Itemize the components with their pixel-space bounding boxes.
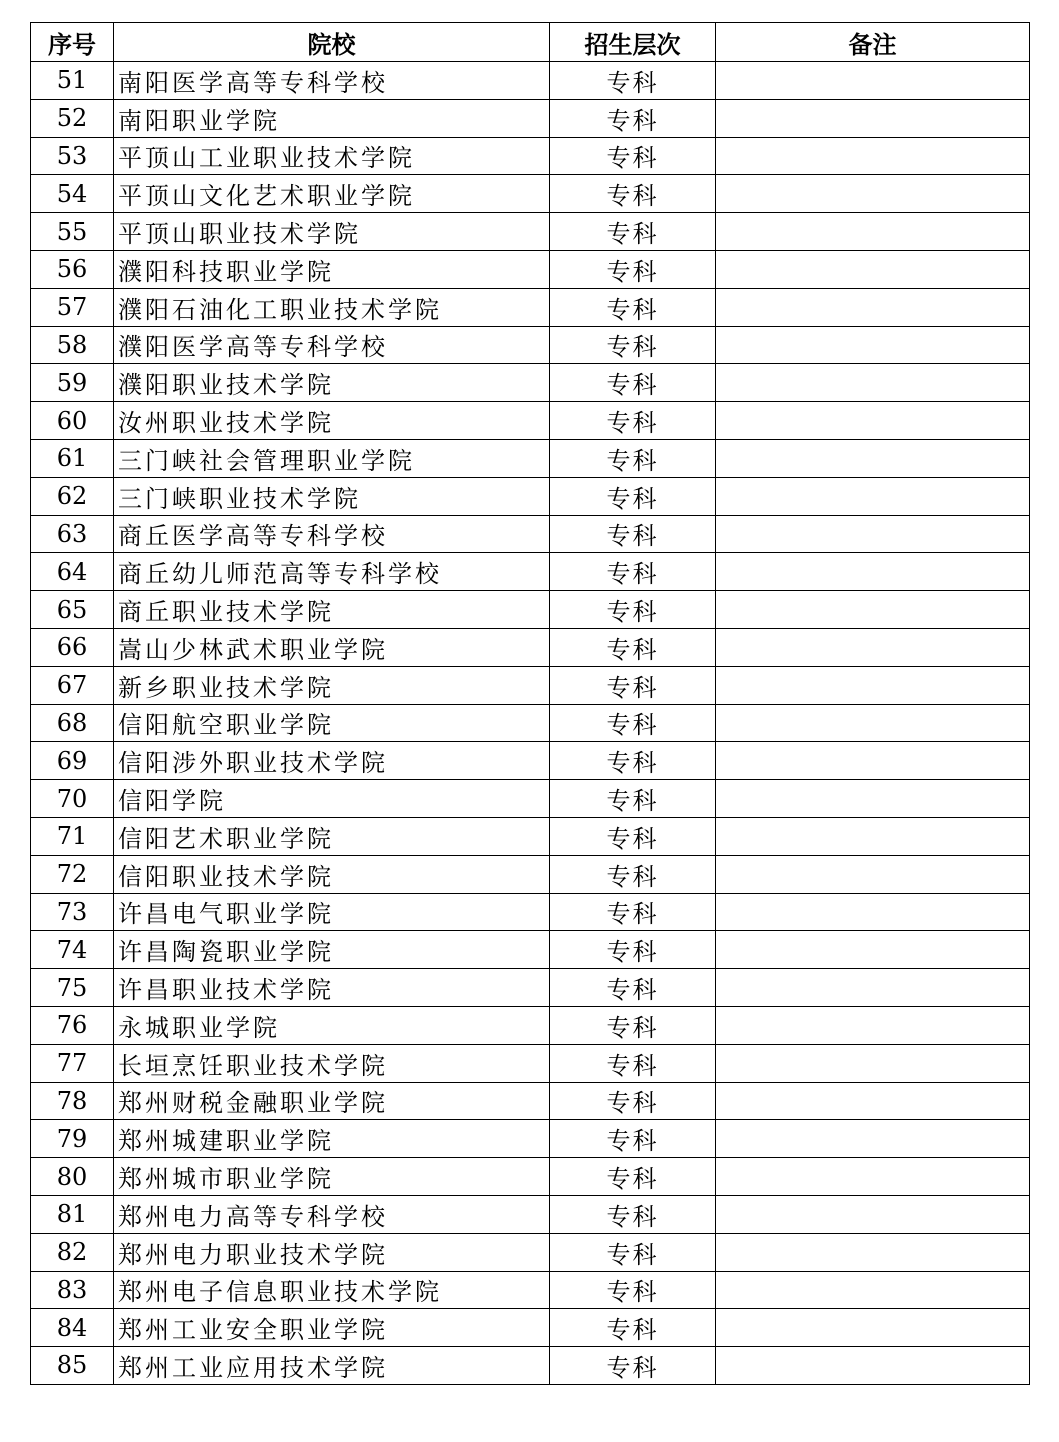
table-row — [31, 62, 1030, 100]
school-name-cell: 郑州城建职业学院 — [114, 1120, 550, 1158]
table-row — [31, 742, 1030, 780]
remarks-cell — [716, 1158, 1030, 1196]
school-name-cell: 商丘医学高等专科学校 — [114, 515, 550, 553]
serial-number-cell: 66 — [31, 628, 114, 666]
school-name-cell: 三门峡社会管理职业学院 — [114, 439, 550, 477]
enrollment-level-cell: 专科 — [550, 402, 716, 440]
enrollment-level-cell: 专科 — [550, 175, 716, 213]
table-row — [31, 591, 1030, 629]
table-row — [31, 175, 1030, 213]
serial-number-cell: 82 — [31, 1233, 114, 1271]
enrollment-level-cell: 专科 — [550, 969, 716, 1007]
serial-number-cell: 79 — [31, 1120, 114, 1158]
enrollment-level-cell: 专科 — [550, 137, 716, 175]
serial-number-cell: 64 — [31, 553, 114, 591]
enrollment-level-cell: 专科 — [550, 742, 716, 780]
remarks-cell — [716, 62, 1030, 100]
serial-number-cell: 76 — [31, 1006, 114, 1044]
enrollment-level-cell: 专科 — [550, 1120, 716, 1158]
enrollment-level-cell: 专科 — [550, 1082, 716, 1120]
serial-number-cell: 52 — [31, 99, 114, 137]
school-name-cell: 郑州城市职业学院 — [114, 1158, 550, 1196]
remarks-cell — [716, 1347, 1030, 1385]
table-row — [31, 1271, 1030, 1309]
table-row — [31, 893, 1030, 931]
serial-number-cell: 61 — [31, 439, 114, 477]
serial-number-cell: 58 — [31, 326, 114, 364]
remarks-cell — [716, 817, 1030, 855]
serial-number-cell: 68 — [31, 704, 114, 742]
remarks-cell — [716, 402, 1030, 440]
school-name-cell: 新乡职业技术学院 — [114, 666, 550, 704]
remarks-cell — [716, 326, 1030, 364]
enrollment-level-cell: 专科 — [550, 326, 716, 364]
school-name-cell: 长垣烹饪职业技术学院 — [114, 1044, 550, 1082]
serial-number-cell: 84 — [31, 1309, 114, 1347]
school-name-cell: 濮阳医学高等专科学校 — [114, 326, 550, 364]
table-row — [31, 515, 1030, 553]
school-name-cell: 信阳学院 — [114, 780, 550, 818]
enrollment-level-cell: 专科 — [550, 666, 716, 704]
enrollment-level-cell: 专科 — [550, 817, 716, 855]
enrollment-level-cell: 专科 — [550, 364, 716, 402]
school-name-cell: 信阳涉外职业技术学院 — [114, 742, 550, 780]
remarks-cell — [716, 553, 1030, 591]
school-name-cell: 商丘幼儿师范高等专科学校 — [114, 553, 550, 591]
table-row — [31, 477, 1030, 515]
table-row — [31, 1195, 1030, 1233]
remarks-cell — [716, 893, 1030, 931]
serial-number-cell: 57 — [31, 288, 114, 326]
school-name-cell: 汝州职业技术学院 — [114, 402, 550, 440]
serial-number-cell: 59 — [31, 364, 114, 402]
school-name-cell: 郑州电力职业技术学院 — [114, 1233, 550, 1271]
remarks-cell — [716, 1006, 1030, 1044]
table-row — [31, 1082, 1030, 1120]
enrollment-level-cell: 专科 — [550, 62, 716, 100]
table-row — [31, 1158, 1030, 1196]
remarks-cell — [716, 666, 1030, 704]
table-row — [31, 855, 1030, 893]
school-name-cell: 南阳职业学院 — [114, 99, 550, 137]
serial-number-cell: 53 — [31, 137, 114, 175]
serial-number-cell: 71 — [31, 817, 114, 855]
table-body — [31, 62, 1030, 1385]
serial-number-cell: 65 — [31, 591, 114, 629]
table-row — [31, 1006, 1030, 1044]
remarks-cell — [716, 515, 1030, 553]
school-name-cell: 许昌职业技术学院 — [114, 969, 550, 1007]
table-row — [31, 1309, 1030, 1347]
school-name-cell: 郑州财税金融职业学院 — [114, 1082, 550, 1120]
school-name-cell: 永城职业学院 — [114, 1006, 550, 1044]
remarks-cell — [716, 137, 1030, 175]
enrollment-level-cell: 专科 — [550, 515, 716, 553]
remarks-cell — [716, 99, 1030, 137]
school-name-cell: 濮阳科技职业学院 — [114, 250, 550, 288]
enrollment-level-cell: 专科 — [550, 1044, 716, 1082]
remarks-cell — [716, 1309, 1030, 1347]
remarks-cell — [716, 780, 1030, 818]
table-row — [31, 666, 1030, 704]
table-row — [31, 402, 1030, 440]
table-row — [31, 213, 1030, 251]
table-row — [31, 817, 1030, 855]
school-name-cell: 郑州电子信息职业技术学院 — [114, 1271, 550, 1309]
remarks-cell — [716, 1195, 1030, 1233]
serial-number-cell: 73 — [31, 893, 114, 931]
remarks-cell — [716, 1271, 1030, 1309]
school-name-cell: 三门峡职业技术学院 — [114, 477, 550, 515]
enrollment-level-cell: 专科 — [550, 780, 716, 818]
serial-number-cell: 62 — [31, 477, 114, 515]
table-row — [31, 250, 1030, 288]
serial-number-cell: 56 — [31, 250, 114, 288]
enrollment-level-cell: 专科 — [550, 1158, 716, 1196]
school-list-table — [30, 22, 1030, 1385]
table-row — [31, 1233, 1030, 1271]
header-school: 院校 — [114, 23, 550, 62]
header-serial-number: 序号 — [31, 23, 114, 62]
serial-number-cell: 54 — [31, 175, 114, 213]
school-name-cell: 嵩山少林武术职业学院 — [114, 628, 550, 666]
enrollment-level-cell: 专科 — [550, 288, 716, 326]
enrollment-level-cell: 专科 — [550, 1195, 716, 1233]
remarks-cell — [716, 364, 1030, 402]
table-row — [31, 628, 1030, 666]
school-name-cell: 郑州工业安全职业学院 — [114, 1309, 550, 1347]
enrollment-level-cell: 专科 — [550, 628, 716, 666]
table-row — [31, 1120, 1030, 1158]
table-row — [31, 439, 1030, 477]
school-name-cell: 平顶山文化艺术职业学院 — [114, 175, 550, 213]
serial-number-cell: 72 — [31, 855, 114, 893]
remarks-cell — [716, 855, 1030, 893]
remarks-cell — [716, 1120, 1030, 1158]
enrollment-level-cell: 专科 — [550, 250, 716, 288]
serial-number-cell: 74 — [31, 931, 114, 969]
table-row — [31, 99, 1030, 137]
table-row — [31, 1044, 1030, 1082]
school-name-cell: 郑州工业应用技术学院 — [114, 1347, 550, 1385]
table-row — [31, 969, 1030, 1007]
enrollment-level-cell: 专科 — [550, 893, 716, 931]
school-name-cell: 南阳医学高等专科学校 — [114, 62, 550, 100]
serial-number-cell: 75 — [31, 969, 114, 1007]
enrollment-level-cell: 专科 — [550, 855, 716, 893]
remarks-cell — [716, 742, 1030, 780]
serial-number-cell: 78 — [31, 1082, 114, 1120]
table-row — [31, 1347, 1030, 1385]
school-name-cell: 濮阳石油化工职业技术学院 — [114, 288, 550, 326]
serial-number-cell: 55 — [31, 213, 114, 251]
remarks-cell — [716, 250, 1030, 288]
serial-number-cell: 83 — [31, 1271, 114, 1309]
enrollment-level-cell: 专科 — [550, 591, 716, 629]
table-row — [31, 288, 1030, 326]
serial-number-cell: 80 — [31, 1158, 114, 1196]
table-row — [31, 364, 1030, 402]
enrollment-level-cell: 专科 — [550, 553, 716, 591]
table-row — [31, 326, 1030, 364]
table-row — [31, 553, 1030, 591]
serial-number-cell: 51 — [31, 62, 114, 100]
remarks-cell — [716, 175, 1030, 213]
remarks-cell — [716, 704, 1030, 742]
serial-number-cell: 60 — [31, 402, 114, 440]
serial-number-cell: 69 — [31, 742, 114, 780]
serial-number-cell: 81 — [31, 1195, 114, 1233]
header-row — [31, 23, 1030, 62]
school-name-cell: 许昌陶瓷职业学院 — [114, 931, 550, 969]
remarks-cell — [716, 628, 1030, 666]
enrollment-level-cell: 专科 — [550, 99, 716, 137]
serial-number-cell: 77 — [31, 1044, 114, 1082]
enrollment-level-cell: 专科 — [550, 1233, 716, 1271]
serial-number-cell: 67 — [31, 666, 114, 704]
remarks-cell — [716, 213, 1030, 251]
enrollment-level-cell: 专科 — [550, 1006, 716, 1044]
school-name-cell: 许昌电气职业学院 — [114, 893, 550, 931]
school-name-cell: 平顶山职业技术学院 — [114, 213, 550, 251]
remarks-cell — [716, 1082, 1030, 1120]
header-remarks: 备注 — [716, 23, 1030, 62]
enrollment-level-cell: 专科 — [550, 213, 716, 251]
enrollment-level-cell: 专科 — [550, 439, 716, 477]
school-name-cell: 信阳艺术职业学院 — [114, 817, 550, 855]
table-row — [31, 780, 1030, 818]
school-name-cell: 商丘职业技术学院 — [114, 591, 550, 629]
enrollment-level-cell: 专科 — [550, 704, 716, 742]
enrollment-level-cell: 专科 — [550, 1271, 716, 1309]
remarks-cell — [716, 931, 1030, 969]
remarks-cell — [716, 1233, 1030, 1271]
remarks-cell — [716, 1044, 1030, 1082]
serial-number-cell: 85 — [31, 1347, 114, 1385]
school-name-cell: 信阳航空职业学院 — [114, 704, 550, 742]
enrollment-level-cell: 专科 — [550, 1347, 716, 1385]
remarks-cell — [716, 288, 1030, 326]
remarks-cell — [716, 477, 1030, 515]
table-row — [31, 931, 1030, 969]
serial-number-cell: 63 — [31, 515, 114, 553]
school-name-cell: 濮阳职业技术学院 — [114, 364, 550, 402]
school-name-cell: 信阳职业技术学院 — [114, 855, 550, 893]
header-enrollment-level: 招生层次 — [550, 23, 716, 62]
school-name-cell: 平顶山工业职业技术学院 — [114, 137, 550, 175]
enrollment-level-cell: 专科 — [550, 477, 716, 515]
serial-number-cell: 70 — [31, 780, 114, 818]
table-row — [31, 137, 1030, 175]
enrollment-level-cell: 专科 — [550, 931, 716, 969]
school-name-cell: 郑州电力高等专科学校 — [114, 1195, 550, 1233]
remarks-cell — [716, 591, 1030, 629]
remarks-cell — [716, 969, 1030, 1007]
remarks-cell — [716, 439, 1030, 477]
table-row — [31, 704, 1030, 742]
enrollment-level-cell: 专科 — [550, 1309, 716, 1347]
